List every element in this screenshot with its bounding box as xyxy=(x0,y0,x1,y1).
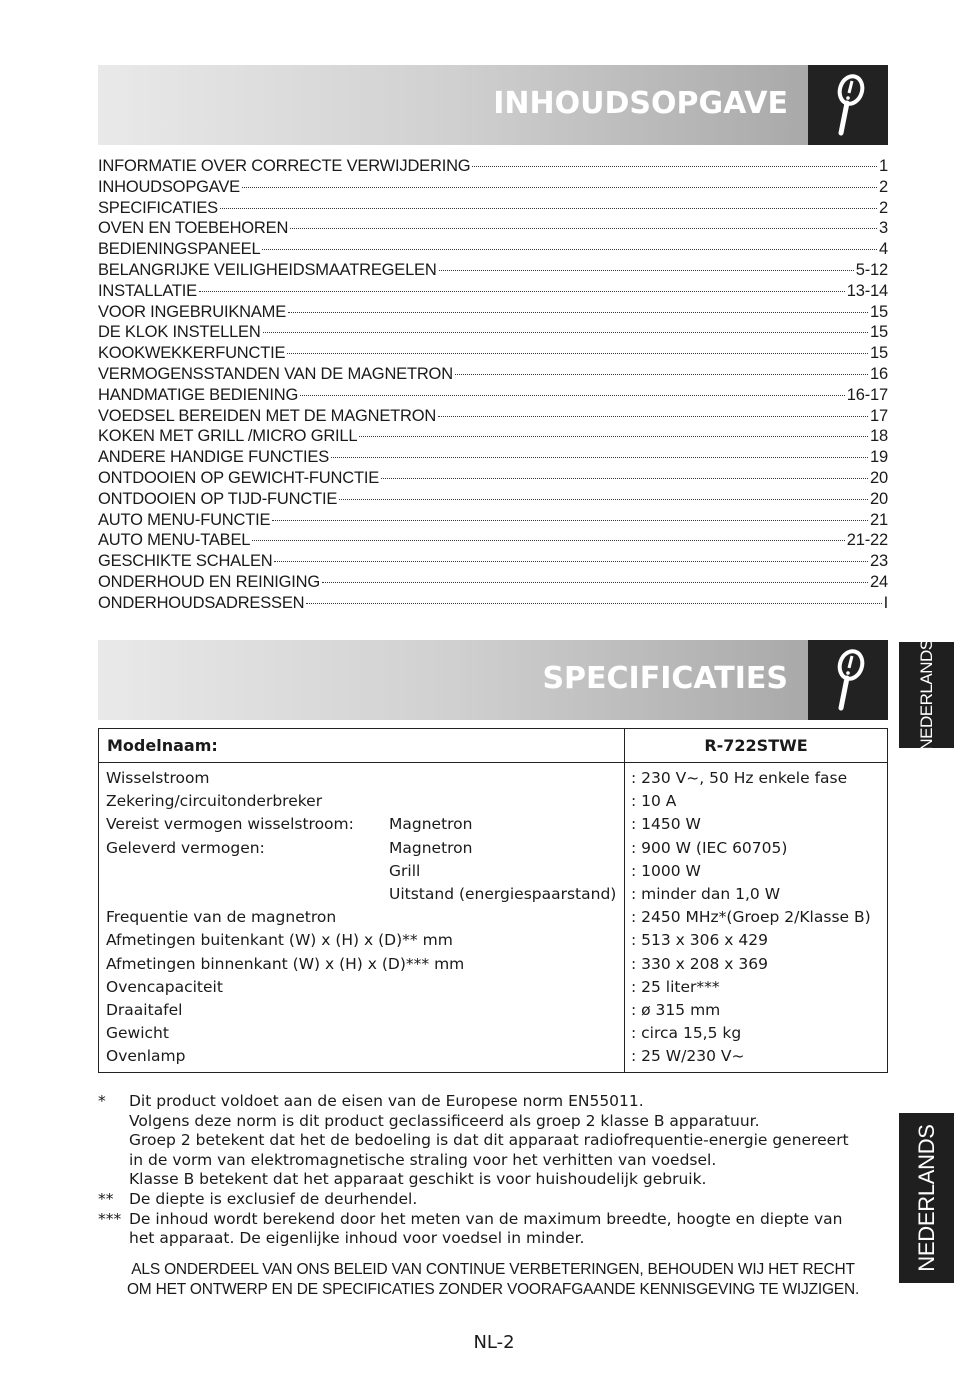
footnote-line: in de vorm van elektromagnetische straling voor het verhitten van voedsel. xyxy=(129,1150,717,1169)
footnote-marker: *** xyxy=(98,1209,122,1228)
spec-value: : 2450 MHz*(Groep 2/Klasse B) xyxy=(631,908,871,927)
spec-row-label xyxy=(106,790,624,813)
toc-leader-dots xyxy=(339,499,868,500)
spec-row-label xyxy=(106,883,624,906)
toc-entry-page: 19 xyxy=(870,448,888,467)
spec-row-label xyxy=(106,976,624,999)
toc-leader-dots xyxy=(199,291,845,292)
toc-entry-page: 21 xyxy=(870,510,888,529)
toc-entry-page: 16 xyxy=(870,364,888,383)
spec-row-label xyxy=(106,953,624,976)
spec-row-label xyxy=(106,860,624,883)
toc-entry[interactable] xyxy=(98,323,888,344)
toc-entry-page: 20 xyxy=(870,468,888,487)
toc-entry[interactable] xyxy=(98,178,888,199)
spec-label: Wisselstroom xyxy=(106,769,210,787)
spec-label: Vereist vermogen wisselstroom: xyxy=(106,815,354,834)
spec-label: Ovencapaciteit xyxy=(106,977,223,996)
spec-label: Draaitafel xyxy=(106,1000,183,1019)
spec-row-label xyxy=(106,929,624,952)
toc-entry-page: 23 xyxy=(870,552,888,571)
spec-value: : ø 315 mm xyxy=(631,1000,721,1019)
toc-entry-page: 13-14 xyxy=(846,281,888,300)
toc-leader-dots xyxy=(242,187,877,188)
toc-entry[interactable] xyxy=(98,386,888,407)
footnote xyxy=(98,1190,898,1210)
toc-entry-title: VOEDSEL BEREIDEN MET DE MAGNETRON xyxy=(98,406,437,425)
footnote-line: De diepte is exclusief de deurhendel. xyxy=(129,1189,418,1208)
toc-entry-page: I xyxy=(883,593,888,612)
toc-entry[interactable] xyxy=(98,594,888,615)
toc-entry-page: 17 xyxy=(870,406,888,425)
toc-list xyxy=(98,157,888,615)
toc-entry-page: 21-22 xyxy=(846,531,888,550)
toc-entry-title: ONTDOOIEN OP TIJD-FUNCTIE xyxy=(98,489,338,508)
toc-leader-dots xyxy=(272,520,868,521)
toc-entry-title: OVEN EN TOEBEHOREN xyxy=(98,219,289,238)
toc-leader-dots xyxy=(381,478,868,479)
footnote xyxy=(98,1210,898,1249)
spec-value: : 1450 W xyxy=(631,815,701,834)
spec-label: Geleverd vermogen: xyxy=(106,838,265,857)
toc-leader-dots xyxy=(274,561,868,562)
spec-sublabel: Magnetron xyxy=(389,838,473,857)
toc-entry[interactable] xyxy=(98,219,888,240)
toc-leader-dots xyxy=(220,208,877,209)
spec-row-label xyxy=(106,837,624,860)
toc-leader-dots xyxy=(331,457,868,458)
toc-entry-title: ONTDOOIEN OP GEWICHT-FUNCTIE xyxy=(98,468,380,487)
toc-entry-page: 15 xyxy=(870,302,888,321)
footnote-line: De inhoud wordt berekend door het meten van de maximum breedte, hoogte en diepte van xyxy=(129,1209,843,1228)
spec-value: : minder dan 1,0 W xyxy=(631,884,781,903)
disclaimer-line: ALS ONDERDEEL VAN ONS BELEID VAN CONTINUE VERBETERINGEN, BEHOUDEN WIJ HET RECHT xyxy=(131,1261,855,1278)
spec-label: Frequentie van de magnetron xyxy=(106,908,337,927)
spec-label: Zekering/circuitonderbreker xyxy=(106,792,323,811)
toc-entry[interactable] xyxy=(98,552,888,573)
spec-label: Afmetingen buitenkant (W) x (H) x (D)** mm xyxy=(106,931,453,950)
language-tab-small xyxy=(899,639,954,751)
toc-entry[interactable] xyxy=(98,240,888,261)
toc-entry-page: 15 xyxy=(870,344,888,363)
toc-entry[interactable] xyxy=(98,448,888,469)
footnote-line: Dit product voldoet aan de eisen van de Europese norm EN55011. xyxy=(129,1092,644,1110)
toc-leader-dots xyxy=(322,582,868,583)
toc-leader-dots xyxy=(252,540,845,541)
footnote-line: het apparaat. De eigenlijke inhoud voor voedsel in minder. xyxy=(129,1229,585,1248)
toc-entry-title: KOOKWEKKERFUNCTIE xyxy=(98,344,286,363)
toc-entry-title: AUTO MENU-FUNCTIE xyxy=(98,510,271,529)
toc-leader-dots xyxy=(359,436,868,437)
toc-entry[interactable] xyxy=(98,303,888,324)
toc-entry[interactable] xyxy=(98,344,888,365)
toc-leader-dots xyxy=(262,249,877,250)
toc-entry-page: 2 xyxy=(879,177,888,196)
toc-entry-title: ONDERHOUDSADRESSEN xyxy=(98,593,305,612)
toc-entry[interactable] xyxy=(98,282,888,303)
toc-entry-title: BEDIENINGSPANEEL xyxy=(98,240,261,259)
disclaimer-line: OM HET ONTWERP EN DE SPECIFICATIES ZONDER VOORAFGAANDE KENNISGEVING TE WIJZIGEN. xyxy=(126,1281,860,1298)
spec-row-label xyxy=(106,906,624,929)
footnote-marker: * xyxy=(98,1092,106,1110)
spec-value: : 900 W (IEC 60705) xyxy=(631,838,788,857)
spec-row-label xyxy=(106,813,624,836)
toc-entry-title: AUTO MENU-TABEL xyxy=(98,531,251,550)
toc-leader-dots xyxy=(300,395,845,396)
spec-sublabel: Magnetron xyxy=(389,815,473,834)
toc-leader-dots xyxy=(472,166,877,167)
toc-entry-title: ANDERE HANDIGE FUNCTIES xyxy=(98,448,330,467)
toc-entry-page: 1 xyxy=(879,157,888,175)
spec-row-label xyxy=(106,767,624,790)
toc-banner xyxy=(98,65,888,145)
spec-row-label xyxy=(106,1045,624,1068)
footnote xyxy=(98,1092,898,1190)
specs-header-row xyxy=(99,729,887,763)
toc-entry-page: 5-12 xyxy=(855,260,888,279)
info-tool-icon xyxy=(830,73,866,137)
language-tab-label: NEDERLANDS xyxy=(913,1124,939,1272)
specs-body xyxy=(99,763,887,1072)
toc-leader-dots xyxy=(438,416,868,417)
spec-row-label xyxy=(106,1022,624,1045)
toc-entry-title: DE KLOK INSTELLEN xyxy=(98,323,261,342)
specs-table xyxy=(98,728,888,1073)
toc-entry-title: INHOUDSOPGAVE xyxy=(98,177,240,196)
spec-value: : 330 x 208 x 369 xyxy=(631,954,768,973)
spec-label: Afmetingen binnenkant (W) x (H) x (D)*** mm xyxy=(106,954,465,973)
toc-entry[interactable] xyxy=(98,365,888,386)
toc-title: INHOUDSOPGAVE xyxy=(493,86,788,121)
toc-entry-page: 24 xyxy=(870,572,888,591)
toc-entry[interactable] xyxy=(98,407,888,428)
toc-entry-title: KOKEN MET GRILL /MICRO GRILL xyxy=(98,427,358,446)
specs-banner xyxy=(98,640,888,720)
spec-value: : circa 15,5 kg xyxy=(631,1024,742,1043)
spec-sublabel: Uitstand (energiespaarstand) xyxy=(389,884,617,903)
page-number: NL-2 xyxy=(473,1332,515,1353)
toc-icon-box xyxy=(808,65,888,145)
toc-entry-title: ONDERHOUD EN REINIGING xyxy=(98,572,321,591)
language-tab-label: NEDERLANDS xyxy=(916,639,936,751)
spec-sublabel: Grill xyxy=(389,861,421,880)
toc-entry[interactable] xyxy=(98,511,888,532)
toc-leader-dots xyxy=(287,353,868,354)
toc-leader-dots xyxy=(439,270,854,271)
toc-entry-page: 3 xyxy=(879,219,888,238)
footnote-line: Klasse B betekent dat het apparaat geschikt is voor huishoudelijk gebruik. xyxy=(129,1170,707,1189)
toc-entry[interactable] xyxy=(98,573,888,594)
toc-entry[interactable] xyxy=(98,261,888,282)
toc-entry[interactable] xyxy=(98,490,888,511)
toc-entry-title: VERMOGENSSTANDEN VAN DE MAGNETRON xyxy=(98,364,453,383)
toc-entry-page: 16-17 xyxy=(846,385,888,404)
toc-entry[interactable] xyxy=(98,199,888,220)
spec-value: : 230 V~, 50 Hz enkele fase xyxy=(631,769,848,787)
toc-leader-dots xyxy=(288,312,868,313)
toc-entry-page: 4 xyxy=(879,240,888,259)
toc-leader-dots xyxy=(263,332,868,333)
spec-value: : 10 A xyxy=(631,792,677,811)
spec-value: : 513 x 306 x 429 xyxy=(631,931,768,950)
model-value: R-722STWE xyxy=(704,736,808,755)
spec-value: : 25 W/230 V~ xyxy=(631,1047,745,1066)
info-tool-icon xyxy=(830,648,866,712)
toc-entry-title: HANDMATIGE BEDIENING xyxy=(98,385,299,404)
toc-entry-page: 20 xyxy=(870,489,888,508)
footnote-marker: ** xyxy=(98,1189,114,1208)
toc-entry[interactable] xyxy=(98,531,888,552)
specs-title: SPECIFICATIES xyxy=(542,661,788,696)
toc-entry[interactable] xyxy=(98,157,888,178)
spec-row-label xyxy=(106,999,624,1022)
toc-entry-title: VOOR INGEBRUIKNAME xyxy=(98,302,287,321)
toc-entry[interactable] xyxy=(98,427,888,448)
toc-entry-page: 2 xyxy=(879,198,888,217)
disclaimer xyxy=(98,1260,888,1300)
toc-entry-page: 18 xyxy=(870,427,888,446)
language-tab-large xyxy=(899,1113,954,1283)
toc-entry-title: BELANGRIJKE VEILIGHEIDSMAATREGELEN xyxy=(98,260,437,279)
specs-icon-box xyxy=(808,640,888,720)
spec-label: Gewicht xyxy=(106,1024,169,1043)
footnote-line: Groep 2 betekent dat het de bedoeling is dat dit apparaat radiofrequentie-energie genereert xyxy=(129,1131,849,1150)
spec-label: Ovenlamp xyxy=(106,1047,186,1066)
toc-leader-dots xyxy=(290,228,877,229)
footnote-line: Volgens deze norm is dit product geclassificeerd als groep 2 klasse B apparatuur. xyxy=(129,1111,760,1130)
toc-leader-dots xyxy=(306,603,881,604)
toc-entry-title: INSTALLATIE xyxy=(98,281,197,300)
footnotes xyxy=(98,1092,898,1249)
toc-entry-title: INFORMATIE OVER CORRECTE VERWIJDERING xyxy=(98,157,471,175)
model-label: Modelnaam: xyxy=(99,729,625,762)
toc-leader-dots xyxy=(455,374,868,375)
toc-entry[interactable] xyxy=(98,469,888,490)
toc-entry-page: 15 xyxy=(870,323,888,342)
toc-entry-title: GESCHIKTE SCHALEN xyxy=(98,552,273,571)
specs-label-column xyxy=(99,763,625,1072)
toc-entry-title: SPECIFICATIES xyxy=(98,198,218,217)
specs-value-column xyxy=(625,763,887,1072)
spec-value: : 25 liter*** xyxy=(631,977,720,996)
spec-value: : 1000 W xyxy=(631,861,701,880)
